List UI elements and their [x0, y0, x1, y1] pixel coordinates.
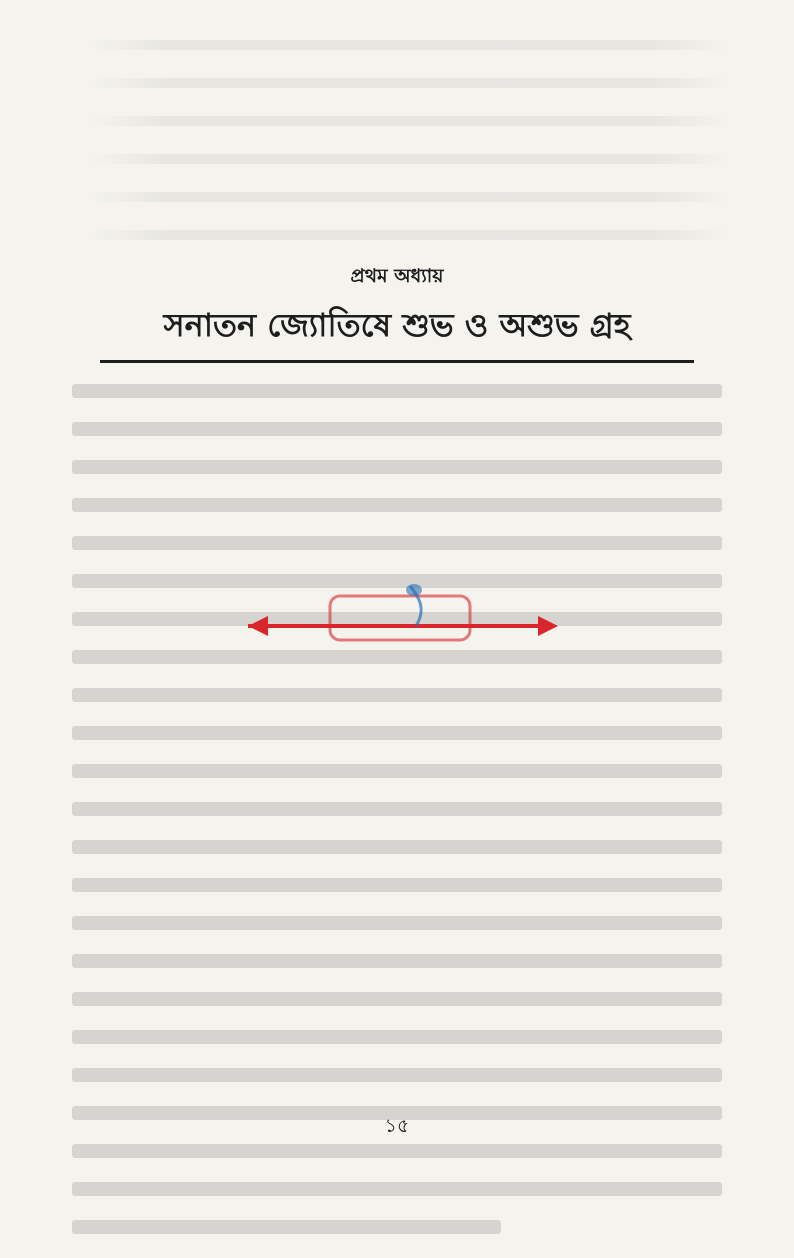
chapter-label: প্রথম অধ্যায় — [350, 265, 444, 287]
chapter-title: সনাতন জ্যোতিষে শুভ ও অশুভ গ্রহ — [100, 300, 694, 363]
page-number: ১৫ — [384, 1115, 410, 1137]
bleed-through-text — [90, 40, 730, 268]
watermark-logo-icon — [240, 578, 560, 660]
